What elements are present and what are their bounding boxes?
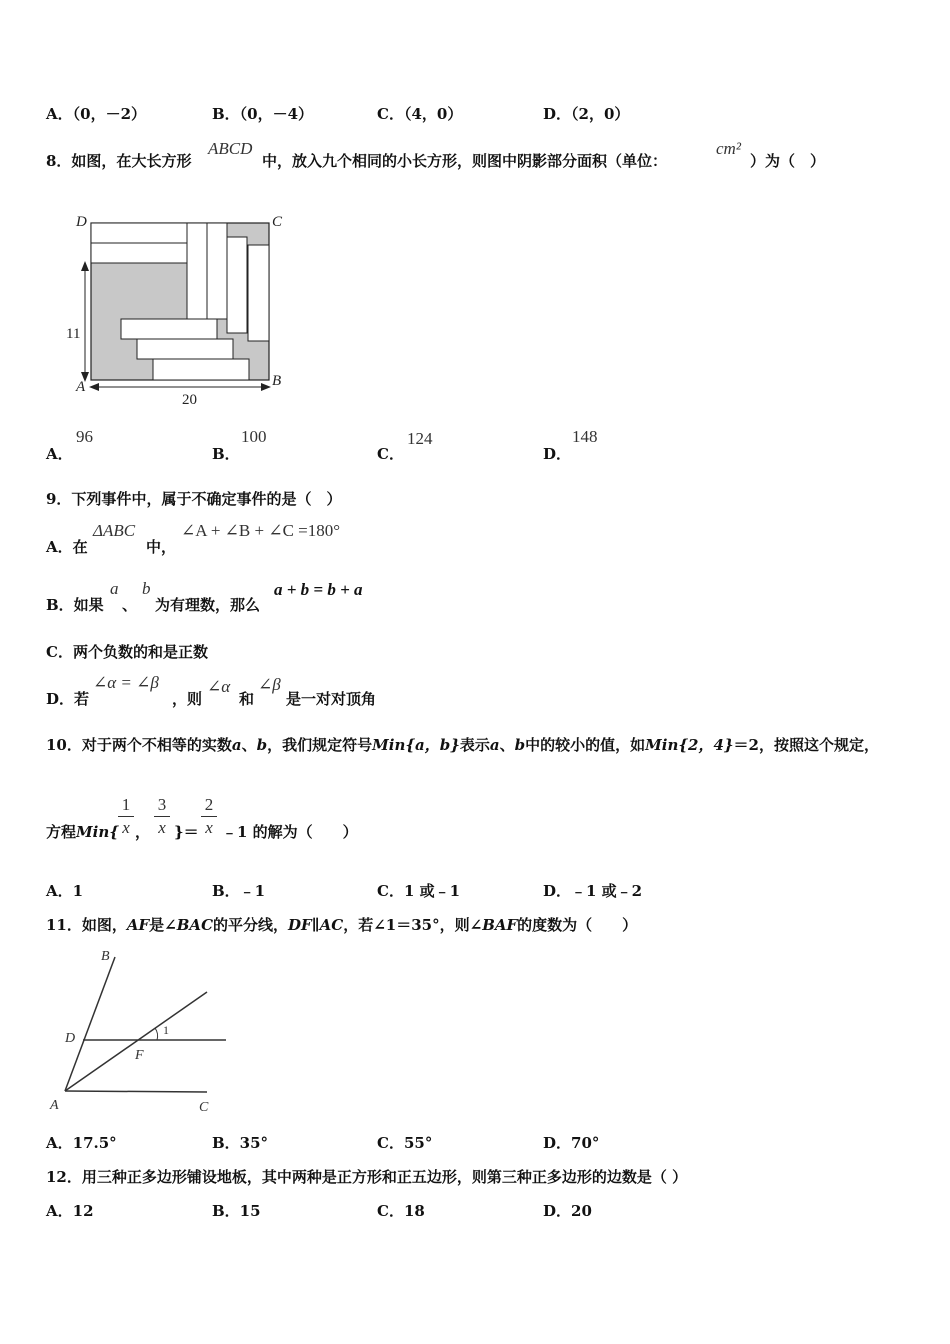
label-f: F [135, 1048, 144, 1063]
q9-d-formula: ∠α = ∠β [93, 673, 159, 692]
q11-option-b: B．35° [212, 1134, 269, 1152]
q8-option-d-value: 148 [572, 427, 598, 446]
q7-option-c: C．（4，0） [377, 105, 463, 123]
q7-option-d: D．（2，0） [543, 105, 630, 123]
q9-a-triangle: ΔABC [93, 521, 136, 540]
q10-fraction-1: 1 x [118, 795, 134, 838]
small-rect-8 [137, 339, 233, 359]
q8-stem-middle: 中，放入九个相同的小长方形，则图中阴影部分面积（单位： [262, 152, 668, 170]
q10-option-c: C．1 或﹣1 [377, 882, 461, 900]
q8-option-a-value: 96 [76, 427, 93, 446]
label-1: 1 [163, 1023, 169, 1037]
q9-b-formula: a + b = b + a [274, 580, 363, 599]
small-rect-2 [91, 243, 187, 263]
q10-eq-prefix: 方程Min{ [46, 823, 119, 841]
label-d: D [76, 214, 87, 230]
q9-d-mid: ，则 [172, 690, 203, 708]
q9-b-mid: 为有理数，那么 [155, 596, 261, 614]
q9-d-and: 和 [239, 690, 255, 708]
label-b: B [272, 373, 282, 389]
line-ab [65, 957, 115, 1091]
q8-option-d-letter: D． [543, 445, 572, 463]
q9-d-beta: ∠β [258, 675, 281, 694]
small-rect-9 [153, 359, 249, 380]
label-d: D [65, 1031, 76, 1046]
q8-option-a-letter: A． [46, 445, 73, 463]
q7-option-b: B．（0，－4） [212, 105, 314, 123]
q9-d-suffix: 是一对对顶角 [286, 690, 377, 708]
q7-option-a: A．（0，－2） [46, 105, 147, 123]
q8-option-c-letter: C． [377, 445, 404, 463]
line-ac [65, 1091, 207, 1092]
q10-fraction-2: 3 x [154, 795, 170, 838]
small-rect-6 [248, 245, 269, 341]
q9-stem: 9．下列事件中，属于不确定事件的是（ ） [46, 490, 342, 508]
q9-b-sep: 、 [122, 596, 138, 614]
q10-option-b: B．﹣1 [212, 882, 266, 900]
width-label: 20 [182, 392, 197, 408]
label-b: B [101, 949, 110, 964]
q9-d-prefix: D．若 [46, 690, 90, 708]
q12-stem: 12．用三种正多边形铺设地板，其中两种是正方形和正五边形，则第三种正多边形的边数是（ ） [46, 1168, 688, 1186]
label-a: A [76, 379, 86, 395]
q10-brace-eq: }＝ [174, 823, 199, 841]
q8-option-b-letter: B． [212, 445, 240, 463]
q9-b-prefix: B．如果 [46, 596, 104, 614]
label-c: C [199, 1100, 209, 1115]
q9-a-formula: ∠A + ∠B + ∠C =180° [181, 521, 341, 540]
q12-option-c: C．18 [377, 1202, 425, 1220]
small-rect-7 [121, 319, 217, 339]
q8-rect-name: ABCD [208, 139, 253, 158]
q8-option-b-value: 100 [241, 427, 267, 446]
q8-stem-prefix: 8．如图，在大长方形 [46, 152, 192, 170]
q9-b-var-b: b [142, 579, 151, 598]
q8-unit: cm² [716, 139, 741, 158]
q12-option-d: D．20 [543, 1202, 592, 1220]
small-rect-3 [187, 223, 207, 319]
q11-option-a: A．17.5° [46, 1134, 117, 1152]
q9-c-text: C．两个负数的和是正数 [46, 643, 208, 661]
q11-stem: 11．如图，AF是∠BAC的平分线，DF∥AC，若∠1＝35°，则∠BAF的度数为（ ） [46, 916, 638, 934]
small-rect-1 [91, 223, 187, 243]
line-af [65, 992, 207, 1091]
q10-comma: ， [135, 823, 151, 841]
q8-rectangle-figure [60, 205, 300, 415]
q11-option-d: D．70° [543, 1134, 600, 1152]
q10-option-a: A．1 [46, 882, 84, 900]
q8-option-c-value: 124 [407, 429, 433, 448]
height-label: 11 [66, 326, 81, 342]
q8-stem-suffix: ）为（ ） [750, 152, 826, 170]
q12-option-a: A．12 [46, 1202, 94, 1220]
small-rect-5 [227, 237, 247, 333]
label-a: A [50, 1098, 59, 1113]
q9-d-alpha: ∠α [207, 677, 231, 696]
q9-b-var-a: a [110, 579, 119, 598]
q10-eq-suffix: ﹣1 的解为（ ） [222, 823, 358, 841]
label-c: C [272, 214, 283, 230]
small-rect-4 [207, 223, 227, 319]
q9-a-prefix: A．在 [46, 538, 88, 556]
q11-option-c: C．55° [377, 1134, 433, 1152]
q10-option-d: D．﹣1 或﹣2 [543, 882, 643, 900]
q11-angle-figure [45, 943, 235, 1121]
q10-fraction-3: 2 x [201, 795, 217, 838]
q12-option-b: B．15 [212, 1202, 261, 1220]
q10-line1: 10．对于两个不相等的实数a、b，我们规定符号Min{a，b}表示a、b中的较小的值，如Min{2，4}＝2，按照这个规定， [46, 736, 879, 754]
q9-a-mid: 中， [146, 538, 177, 556]
